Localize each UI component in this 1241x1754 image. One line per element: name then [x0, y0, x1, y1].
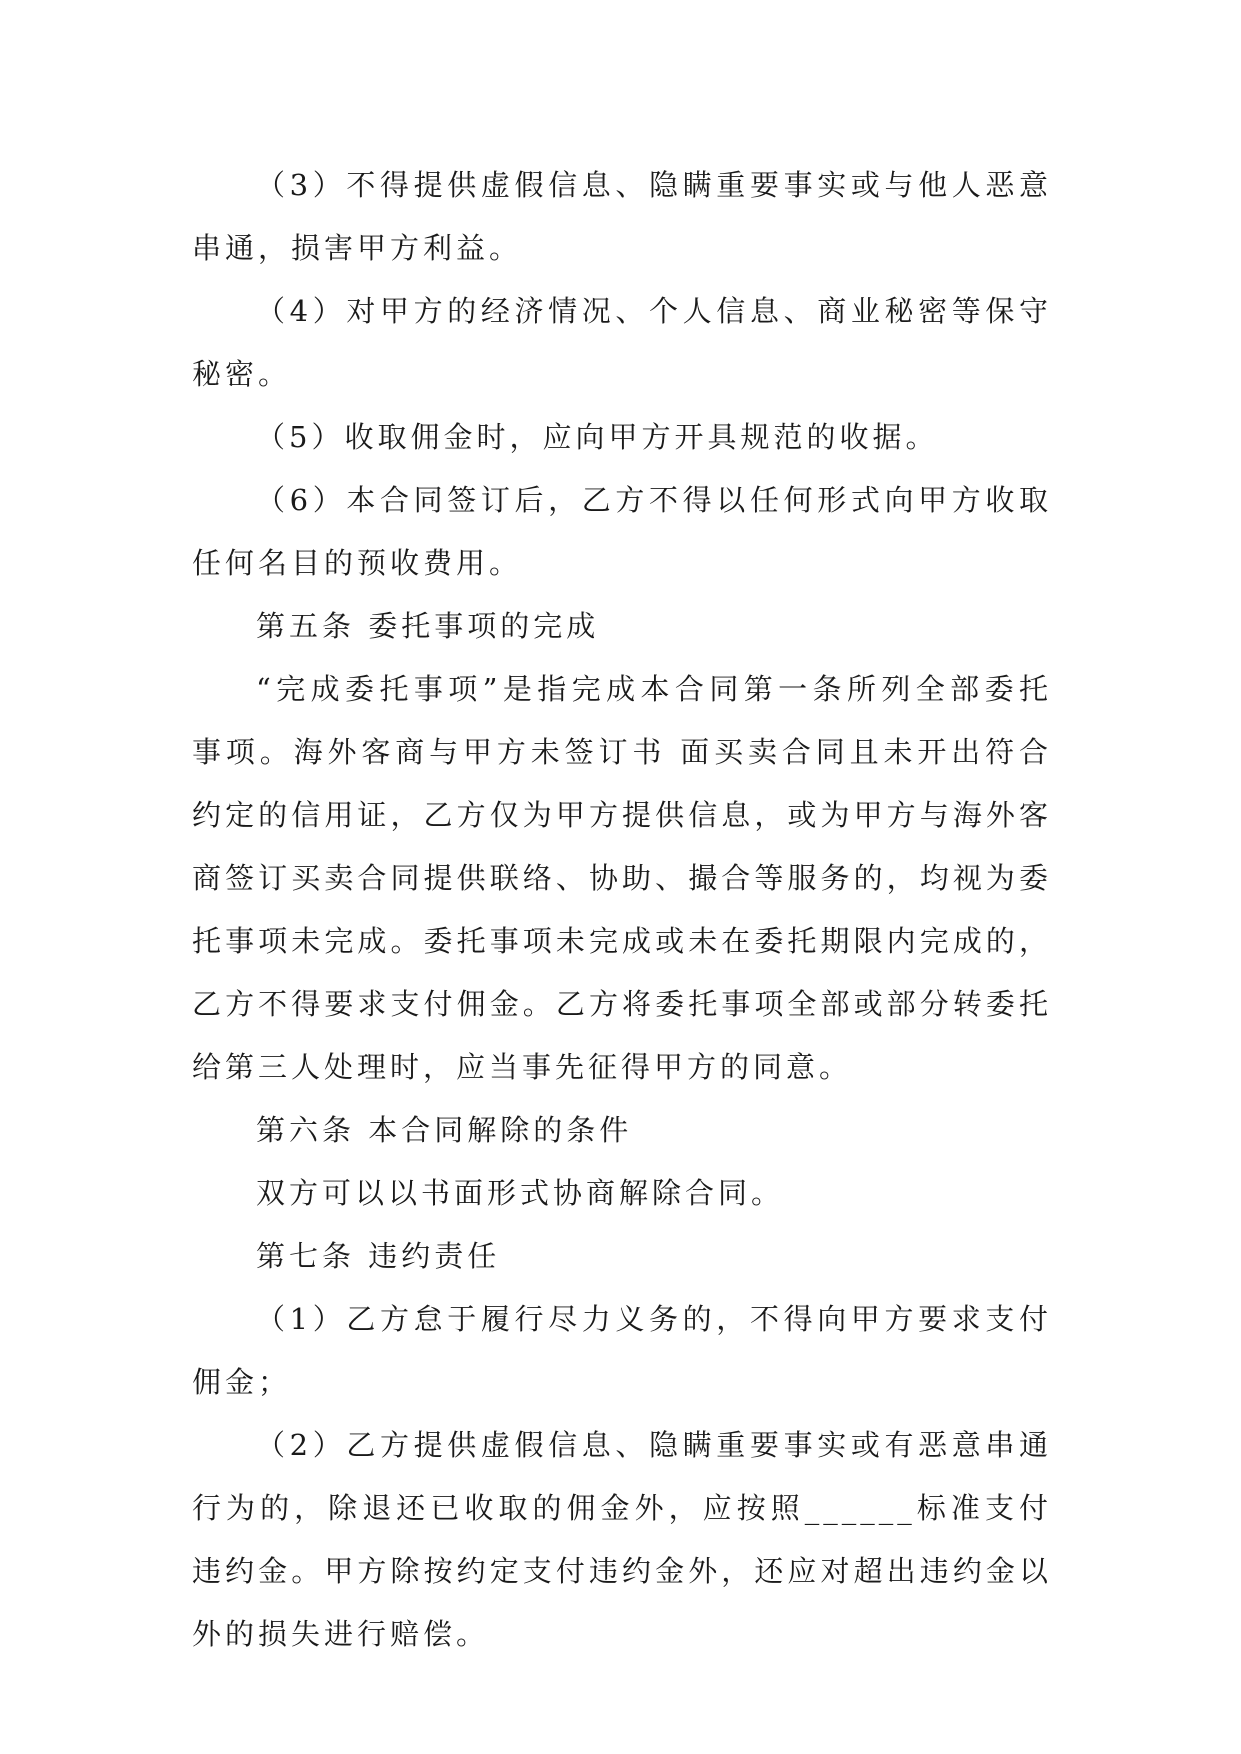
clause-5-heading: 第五条 委托事项的完成	[256, 609, 600, 643]
clause-7-item-1: （1）乙方怠于履行尽力义务的，不得向甲方要求支付佣金；	[192, 1302, 1052, 1399]
clause-4-item-4: （4）对甲方的经济情况、个人信息、商业秘密等保守秘密。	[192, 294, 1052, 391]
clause-6-body: 双方可以以书面形式协商解除合同。	[256, 1176, 785, 1210]
document-page	[192, 154, 1052, 1666]
clause-4-item-5: （5）收取佣金时，应向甲方开具规范的收据。	[256, 420, 939, 454]
clause-4-item-3: （3）不得提供虚假信息、隐瞒重要事实或与他人恶意串通，损害甲方利益。	[192, 168, 1052, 265]
clause-6-heading: 第六条 本合同解除的条件	[256, 1113, 633, 1147]
clause-7-item-2: （2）乙方提供虚假信息、隐瞒重要事实或有恶意串通行为的，除退还已收取的佣金外，应按照______标准支付违约金。甲方除按约定支付违约金外，还应对超出违约金以外的损失进行赔偿。	[192, 1428, 1052, 1651]
clause-7-heading: 第七条 违约责任	[256, 1239, 501, 1273]
clause-5-body: “完成委托事项”是指完成本合同第一条所列全部委托事项。海外客商与甲方未签订书 面买卖合同且未开出符合约定的信用证，乙方仅为甲方提供信息，或为甲方与海外客商签订买卖合同提供联络、协助、撮合等服务的，均视为委托事项未完成。委托事项未完成或未在委托期限内完成的，乙方不得要求支付佣金。乙方将委托事项全部或部分转委托给第三人处理时，应当事先征得甲方的同意。	[192, 672, 1052, 1084]
clause-4-item-6: （6）本合同签订后，乙方不得以任何形式向甲方收取任何名目的预收费用。	[192, 483, 1052, 580]
